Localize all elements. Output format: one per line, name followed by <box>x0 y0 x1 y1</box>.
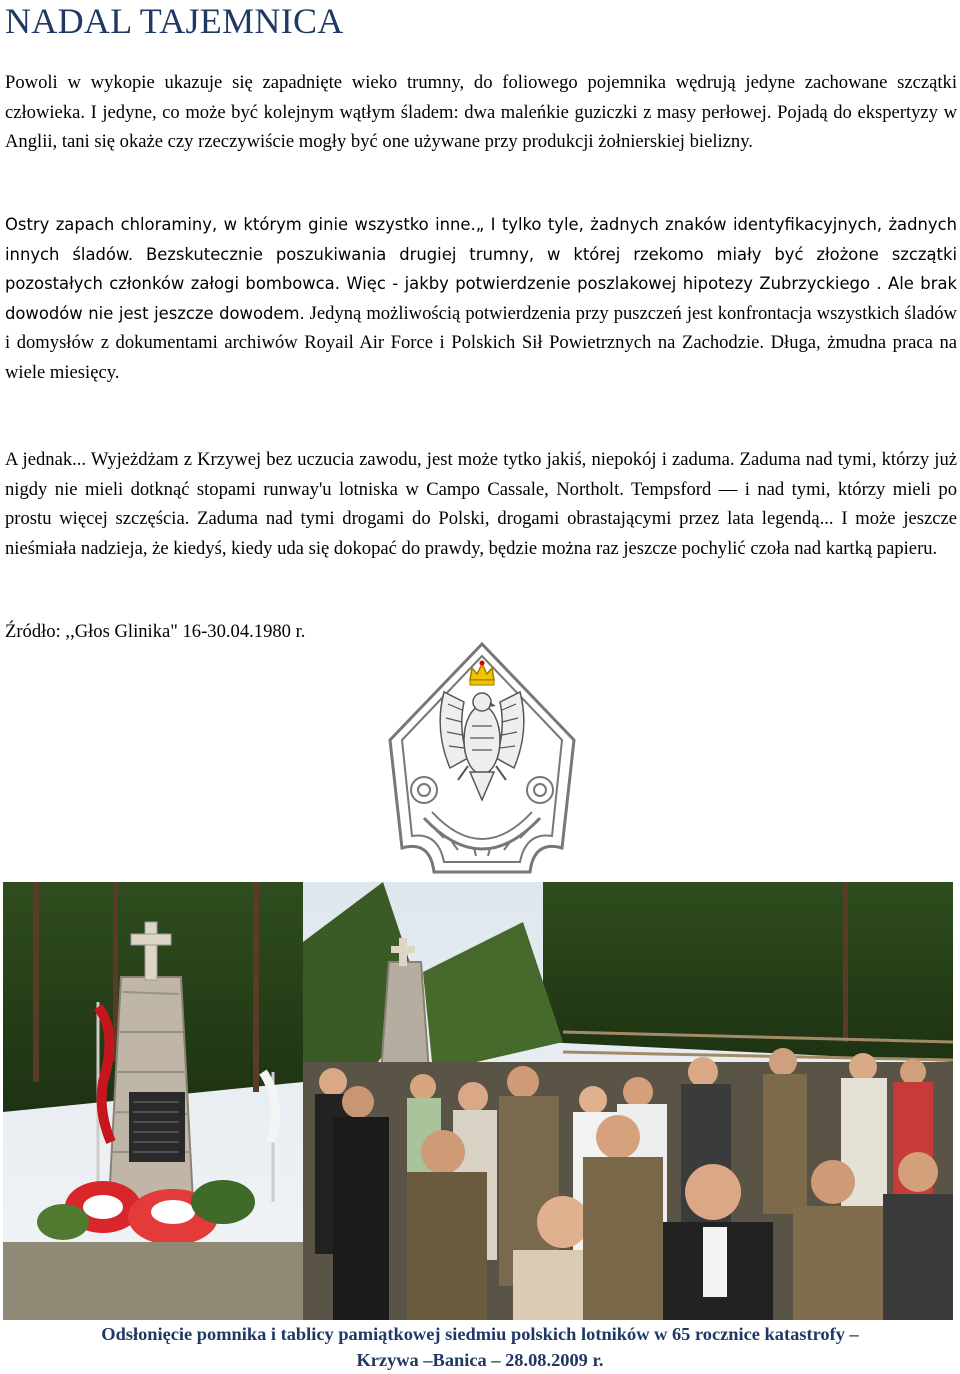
paragraph-intro: Powoli w wykopie ukazuje się zapadnięte wieko trumny, do foliowego pojemnika wędrują jedyne zachowane szczątki człowieka. I jedyne, co może być kolejnym wątłym śladem: dwa maleńkie guziczki z masy perłowej. Pojadą do ekspertyzy w Anglii, tani się okaże czy rzeczywiście mogły być one używane przy produkcji żołnierskiej bielizny. <box>5 72 957 152</box>
paragraph-chloramine-sans: Ostry zapach chloraminy, w którym ginie wszystko inne.„ I tylko tyle, żadnych znaków identyfikacyjnych, żadnych innych śladów. Bezskutecznie poszukiwania drugiej trumny, w której rzekomo miały być złożone szczątki pozostałych członków załogi bombowca. Więc - jakby potwierdzenie poszlakowej hipotezy Zubrzyckiego . Ale brak dowodów nie jest jeszcze dowodem. <box>5 215 957 323</box>
source-citation: Źródło: ,,Głos Glinika" 16-30.04.1980 r. <box>5 621 306 642</box>
paragraph-chloramine-serif: Jedyną możliwością potwierdzenia przy puszczeń jest konfrontacja wszystkich śladów i domysłów z dokumentami archiwów Royail Air Force i Polskich Sił Powietrznych na Zachodzie. Długa, żmudna praca na wiele miesięcy. <box>5 302 957 383</box>
photo-caption-line2: Krzywa –Banica – 28.08.2009 r. <box>356 1350 604 1370</box>
photo-caption-line1: Odsłonięcie pomnika i tablicy pamiątkowej siedmiu polskich lotników w 65 rocznice katastrofy – <box>101 1324 859 1344</box>
paragraph-chloramine <box>5 210 957 387</box>
paragraph-conclusion: A jednak... Wyjeżdżam z Krzywej bez uczucia zawodu, jest może tytko jakiś, niepokój i zaduma. Zaduma nad tymi, którzy już nigdy nie mieli dotknąć stopami runway'u lotniska w Campo Cassale, Northolt. Tempsford — i nad tymi, którzy mieli po prostu więcej szczęścia. Zaduma nad tymi drogami do Polski, drogami obrastającymi przez lata legendą... I może jeszcze nieśmiała nadzieja, że kiedyś, kiedy uda się dokopać do prawdy, będzie można raz jeszcze pochylić czoła nad kartką papieru. <box>5 449 957 559</box>
memorial-ceremony-photo <box>3 882 953 1320</box>
polish-air-force-eagle-emblem-icon <box>384 640 580 880</box>
page-title: NADAL TAJEMNICA <box>5 1 344 41</box>
